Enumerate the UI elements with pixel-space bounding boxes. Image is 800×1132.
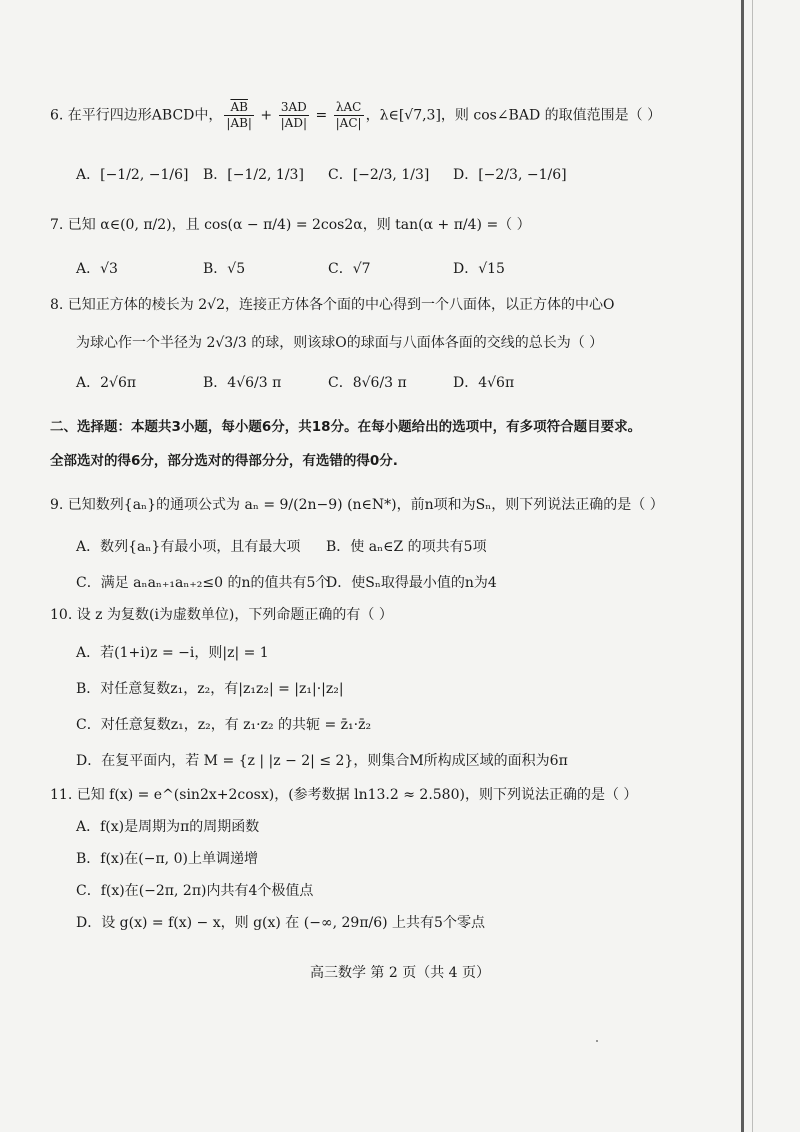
question-8-line-2: 为球心作一个半径为 2√3/3 的球，则该球O的球面与八面体各面的交线的总长为（ ） <box>76 335 604 351</box>
question-8-option-a: A．2√6π <box>76 375 137 391</box>
question-6-prefix: 6. 在平行四边形ABCD中， <box>50 107 223 124</box>
question-6-option-b: B．[−1/2, 1/3] <box>203 167 304 183</box>
question-11-option-b: B．f(x)在(−π, 0)上单调递增 <box>76 851 258 867</box>
question-8-line-1: 8. 已知正方体的棱长为 2√2，连接正方体各个面的中心得到一个八面体，以正方体的中心O <box>50 297 615 313</box>
page-footer: 高三数学 第 2 页（共 4 页） <box>309 965 491 981</box>
scan-speck <box>596 1040 598 1042</box>
question-9-stem: 9. 已知数列{aₙ}的通项公式为 aₙ = 9/(2n−9) (n∈N*)，前n项和为Sₙ，则下列说法正确的是（ ） <box>50 497 664 513</box>
question-8-option-b: B．4√6/3 π <box>203 375 282 391</box>
question-11-stem: 11. 已知 f(x) = e^(sin2x+2cosx)，(参考数据 ln13.2 ≈ 2.580)，则下列说法正确的是（ ） <box>50 787 638 803</box>
question-10-option-a: A．若(1+i)z = −i，则|z| = 1 <box>76 645 269 661</box>
question-6-suffix: ，λ∈[√7,3]，则 cos∠BAD 的取值范围是（ ） <box>365 107 662 124</box>
question-7-option-b: B．√5 <box>203 261 246 277</box>
question-10-option-c: C．对任意复数z₁，z₂，有 z₁·z₂ 的共轭 = z̄₁·z̄₂ <box>76 717 372 733</box>
fraction-ab: $\frac{\overline{AB}}{|AB|}$ <box>226 100 252 130</box>
question-8-option-c: C．8√6/3 π <box>328 375 407 391</box>
question-10-option-b: B．对任意复数z₁，z₂，有|z₁z₂| = |z₁|·|z₂| <box>76 681 344 697</box>
question-11-option-c: C．f(x)在(−2π, 2π)内共有4个极值点 <box>76 883 314 899</box>
question-8-option-d: D．4√6π <box>453 375 515 391</box>
question-11-option-a: A．f(x)是周期为π的周期函数 <box>76 819 260 835</box>
question-9-option-b: B．使 aₙ∈Z 的项共有5项 <box>326 539 487 555</box>
question-9-option-c: C．满足 aₙaₙ₊₁aₙ₊₂≤0 的n的值共有5个 <box>76 575 330 591</box>
question-7-stem: 7. 已知 α∈(0, π/2)，且 cos(α − π/4) = 2cos2α，则 tan(α + π/4) =（ ） <box>50 217 531 233</box>
question-10-stem: 10. 设 z 为复数(i为虚数单位)，下列命题正确的有（ ） <box>50 607 393 623</box>
question-7-option-c: C．√7 <box>328 261 371 277</box>
question-6-option-c: C．[−2/3, 1/3] <box>328 167 430 183</box>
fraction-ad: $\frac{3AD}{|AD|}$ <box>280 100 307 130</box>
fraction-ac: $\frac{\text{λAC}}{|AC|}$ <box>335 100 362 130</box>
question-7-option-a: A．√3 <box>76 261 118 277</box>
section-2-instructions-line-2: 全部选对的得6分，部分选对的得部分分，有选错的得0分. <box>50 453 398 469</box>
question-9-option-d: D．使Sₙ取得最小值的n为4 <box>326 575 497 591</box>
question-6-stem: 6. 在平行四边形ABCD中， $\frac{\overline{AB}}{|AB|}$ + $\frac{3AD}{|AD|}$ = $\frac{\text{λAC}}{|AC|}$ ，λ∈[√7,3]，则 cos∠BAD 的取值范围是（ ） <box>50 100 662 130</box>
question-10-option-d: D．在复平面内，若 M = {z | |z − 2| ≤ 2}，则集合M所构成区域的面积为6π <box>76 753 568 769</box>
question-6-option-d: D．[−2/3, −1/6] <box>453 167 567 183</box>
question-11-option-d: D．设 g(x) = f(x) − x，则 g(x) 在 (−∞, 29π/6) 上共有5个零点 <box>76 915 485 931</box>
section-2-instructions-line-1: 二、选择题：本题共3小题，每小题6分，共18分。在每小题给出的选项中，有多项符合题目要求。 <box>50 419 642 435</box>
question-9-option-a: A．数列{aₙ}有最小项，且有最大项 <box>76 539 301 555</box>
question-6-option-a: A．[−1/2, −1/6] <box>76 167 189 183</box>
question-7-option-d: D．√15 <box>453 261 505 277</box>
